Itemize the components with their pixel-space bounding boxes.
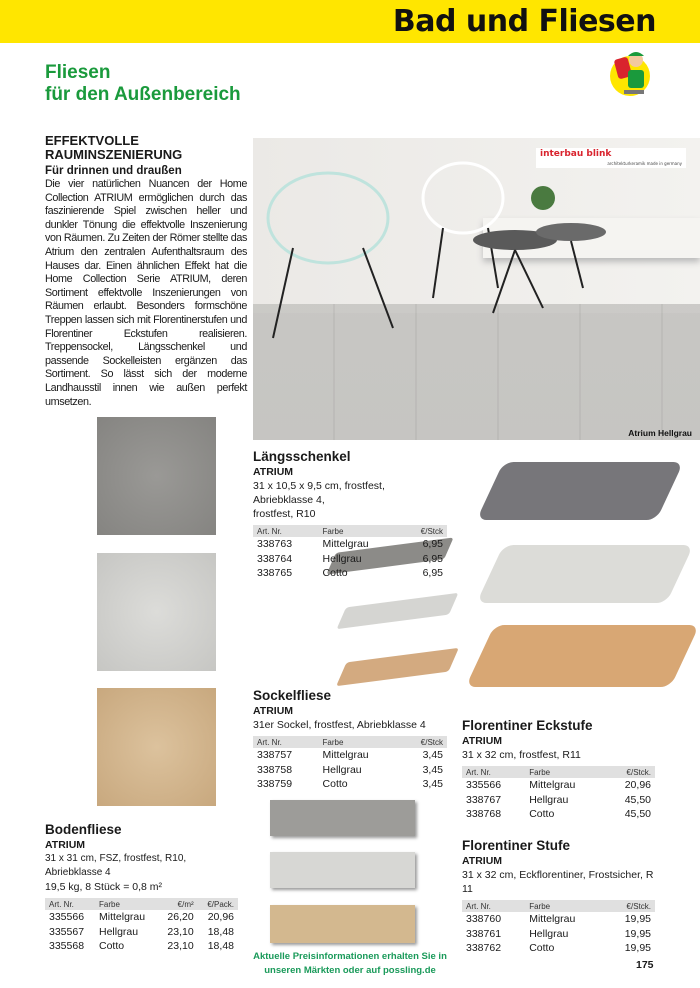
art-nr: 338765 <box>257 567 293 580</box>
product-desc: frostfest, R10 <box>253 508 316 520</box>
col-header: Farbe <box>525 900 604 912</box>
color: Hellgrau <box>99 925 139 938</box>
col-header: €/Stck <box>401 736 447 748</box>
product-series: ATRIUM <box>462 735 503 747</box>
art-nr: 338767 <box>466 793 502 806</box>
price-table <box>253 525 447 581</box>
table-row <box>45 939 238 954</box>
art-nr: 335567 <box>49 925 85 938</box>
col-header: €/Stck. <box>605 766 655 778</box>
brand-logo <box>536 148 686 168</box>
color: Mittelgrau <box>322 538 369 551</box>
intro-heading-line: RAUMINSZENIERUNG <box>45 147 183 162</box>
page-title <box>45 62 241 106</box>
product-title: Sockelfliese <box>253 688 332 703</box>
color: Cotto <box>529 942 555 955</box>
price: 6,95 <box>422 567 443 580</box>
art-nr: 335566 <box>49 911 85 924</box>
price: 19,95 <box>624 942 651 955</box>
col-header: €/Stck. <box>605 900 655 912</box>
art-nr: 338758 <box>257 763 293 776</box>
color: Mittelgrau <box>529 779 576 792</box>
product-title: Bodenfliese <box>45 822 122 837</box>
photo-caption: Atrium Hellgrau <box>628 428 692 438</box>
price: 19,95 <box>624 913 651 926</box>
col-header: Art. Nr. <box>462 766 525 778</box>
product-laengsschenkel <box>253 449 447 581</box>
color: Cotto <box>529 808 555 821</box>
intro-heading-line: EFFEKTVOLLE <box>45 133 139 148</box>
col-header: €/Pack. <box>198 898 238 910</box>
price-info-note <box>245 950 455 978</box>
table-row <box>253 777 447 792</box>
eckstufe-image-mittelgrau <box>476 462 683 520</box>
price: 3,45 <box>422 763 443 776</box>
price-per-sqm: 26,20 <box>167 911 194 924</box>
col-header: €/m² <box>158 898 198 910</box>
table-row <box>45 925 238 940</box>
section-header-bar <box>0 0 700 43</box>
table-row <box>462 793 655 808</box>
chairs-illustration <box>253 138 700 440</box>
product-series: ATRIUM <box>462 855 503 867</box>
table-row <box>462 778 655 793</box>
color: Cotto <box>322 567 348 580</box>
tile-swatch-mittelgrau <box>97 417 216 535</box>
art-nr: 335568 <box>49 940 85 953</box>
product-desc: 31 x 32 cm, Eckflorentiner, Frostsicher, R 11 <box>462 869 654 895</box>
laengsschenkel-image-cotto <box>336 648 459 686</box>
art-nr: 338757 <box>257 749 293 762</box>
col-header: Farbe <box>525 766 604 778</box>
page-title-line: Fliesen <box>45 62 111 83</box>
sockel-image-cotto <box>270 905 415 943</box>
price: 3,45 <box>422 749 443 762</box>
art-nr: 338763 <box>257 538 293 551</box>
sockel-image-hellgrau <box>270 852 415 888</box>
mascot-logo <box>598 46 658 98</box>
intro-heading <box>45 134 247 162</box>
table-row <box>253 748 447 763</box>
art-nr: 338764 <box>257 552 293 565</box>
color: Cotto <box>99 940 125 953</box>
tile-swatch-cotto <box>97 688 216 806</box>
sockel-image-mittelgrau <box>270 800 415 836</box>
price: 45,50 <box>624 808 651 821</box>
brand-logo-text: interbau blink <box>540 149 612 159</box>
price-table <box>253 736 447 792</box>
price: 3,45 <box>422 778 443 791</box>
intro-body: Die vier natürlichen Nuancen der Home Collection ATRIUM ermöglichen durch das faszinierende Spiel zwischen heller und dunkler Tönung die effektvolle Inszenierung von Räumen. Zu Zeiten der Römer stellte das Atrium den zentralen Aufenthaltsraum des Hauses dar. Einen ähnlichen Effekt hat die Home Collection Serie ATRIUM, deren Sortiment effektvolle Inszenierungen von Räumen erlaubt. Besonders formschöne Treppen lassen sich mit Florentinerstufen und Florentiner Eckstufen realisieren. Treppensockel, Längsschenkel und passende Sockelleisten ergänzen das Sortiment. So lässt sich der moderne Landhausstil innen wie außen perfekt umsetzen. <box>45 178 247 408</box>
table-row <box>462 941 655 956</box>
table-row <box>253 566 447 581</box>
art-nr: 335566 <box>466 779 502 792</box>
color: Mittelgrau <box>99 911 146 924</box>
eckstufe-image-hellgrau <box>476 545 693 603</box>
note-line: Aktuelle Preisinformationen erhalten Sie in <box>253 951 447 962</box>
product-desc: 31 x 32 cm, frostfest, R11 <box>462 749 581 761</box>
table-row <box>253 552 447 567</box>
brand-tagline: architekturkeramik made in germany <box>607 161 682 166</box>
product-title: Florentiner Stufe <box>462 838 571 853</box>
price: 6,95 <box>422 538 443 551</box>
price-per-pack: 20,96 <box>207 911 234 924</box>
product-desc: 31er Sockel, frostfest, Abriebklasse 4 <box>253 719 426 731</box>
price: 20,96 <box>624 779 651 792</box>
tile-swatch-hellgrau <box>97 553 216 671</box>
art-nr: 338759 <box>257 778 293 791</box>
price-table <box>45 898 238 954</box>
price-per-sqm: 23,10 <box>167 940 194 953</box>
col-header: Farbe <box>319 736 401 748</box>
table-row <box>462 807 655 822</box>
table-row <box>253 537 447 552</box>
color: Hellgrau <box>529 927 569 940</box>
color: Hellgrau <box>322 552 362 565</box>
art-nr: 338761 <box>466 927 502 940</box>
product-florentiner-stufe <box>462 838 655 956</box>
page-number: 175 <box>636 959 654 971</box>
col-header: Farbe <box>95 898 158 910</box>
eckstufe-image-cotto <box>466 625 700 687</box>
product-bodenfliese <box>45 822 238 954</box>
price-per-sqm: 23,10 <box>167 925 194 938</box>
price-table <box>462 766 655 822</box>
room-photo <box>253 138 700 440</box>
price-per-pack: 18,48 <box>207 925 234 938</box>
art-nr: 338760 <box>466 913 502 926</box>
art-nr: 338762 <box>466 942 502 955</box>
product-title: Florentiner Eckstufe <box>462 718 593 733</box>
price: 45,50 <box>624 793 651 806</box>
product-florentiner-eckstufe <box>462 718 655 822</box>
product-series: ATRIUM <box>253 705 294 717</box>
laengsschenkel-image-hellgrau <box>337 593 459 629</box>
table-row <box>462 927 655 942</box>
color: Mittelgrau <box>529 913 576 926</box>
price-per-pack: 18,48 <box>207 940 234 953</box>
note-line: unseren Märkten oder auf possling.de <box>264 965 436 976</box>
col-header: Art. Nr. <box>45 898 95 910</box>
page-title-line: für den Außenbereich <box>45 84 241 105</box>
col-header: Farbe <box>319 525 401 537</box>
product-desc: 19,5 kg, 8 Stück = 0,8 m² <box>45 881 163 893</box>
col-header: €/Stck <box>401 525 447 537</box>
col-header: Art. Nr. <box>253 736 319 748</box>
table-row <box>462 912 655 927</box>
product-series: ATRIUM <box>45 839 86 851</box>
art-nr: 338768 <box>466 808 502 821</box>
section-title: Bad und Fliesen <box>392 4 656 39</box>
product-series: ATRIUM <box>253 466 294 478</box>
product-sockelfliese <box>253 688 447 792</box>
color: Mittelgrau <box>322 749 369 762</box>
price: 6,95 <box>422 552 443 565</box>
product-desc: 31 x 31 cm, FSZ, frostfest, R10, Abriebklasse 4 <box>45 853 187 878</box>
product-desc: 31 x 10,5 x 9,5 cm, frostfest, Abriebklasse 4, <box>253 480 385 506</box>
table-row <box>45 910 238 925</box>
col-header: Art. Nr. <box>462 900 525 912</box>
intro-subheading: Für drinnen und draußen <box>45 165 182 177</box>
price-table <box>462 900 655 956</box>
col-header: Art. Nr. <box>253 525 319 537</box>
color: Hellgrau <box>322 763 362 776</box>
table-row <box>253 763 447 778</box>
intro-text <box>45 134 247 409</box>
color: Hellgrau <box>529 793 569 806</box>
product-title: Längsschenkel <box>253 449 351 464</box>
color: Cotto <box>322 778 348 791</box>
price: 19,95 <box>624 927 651 940</box>
